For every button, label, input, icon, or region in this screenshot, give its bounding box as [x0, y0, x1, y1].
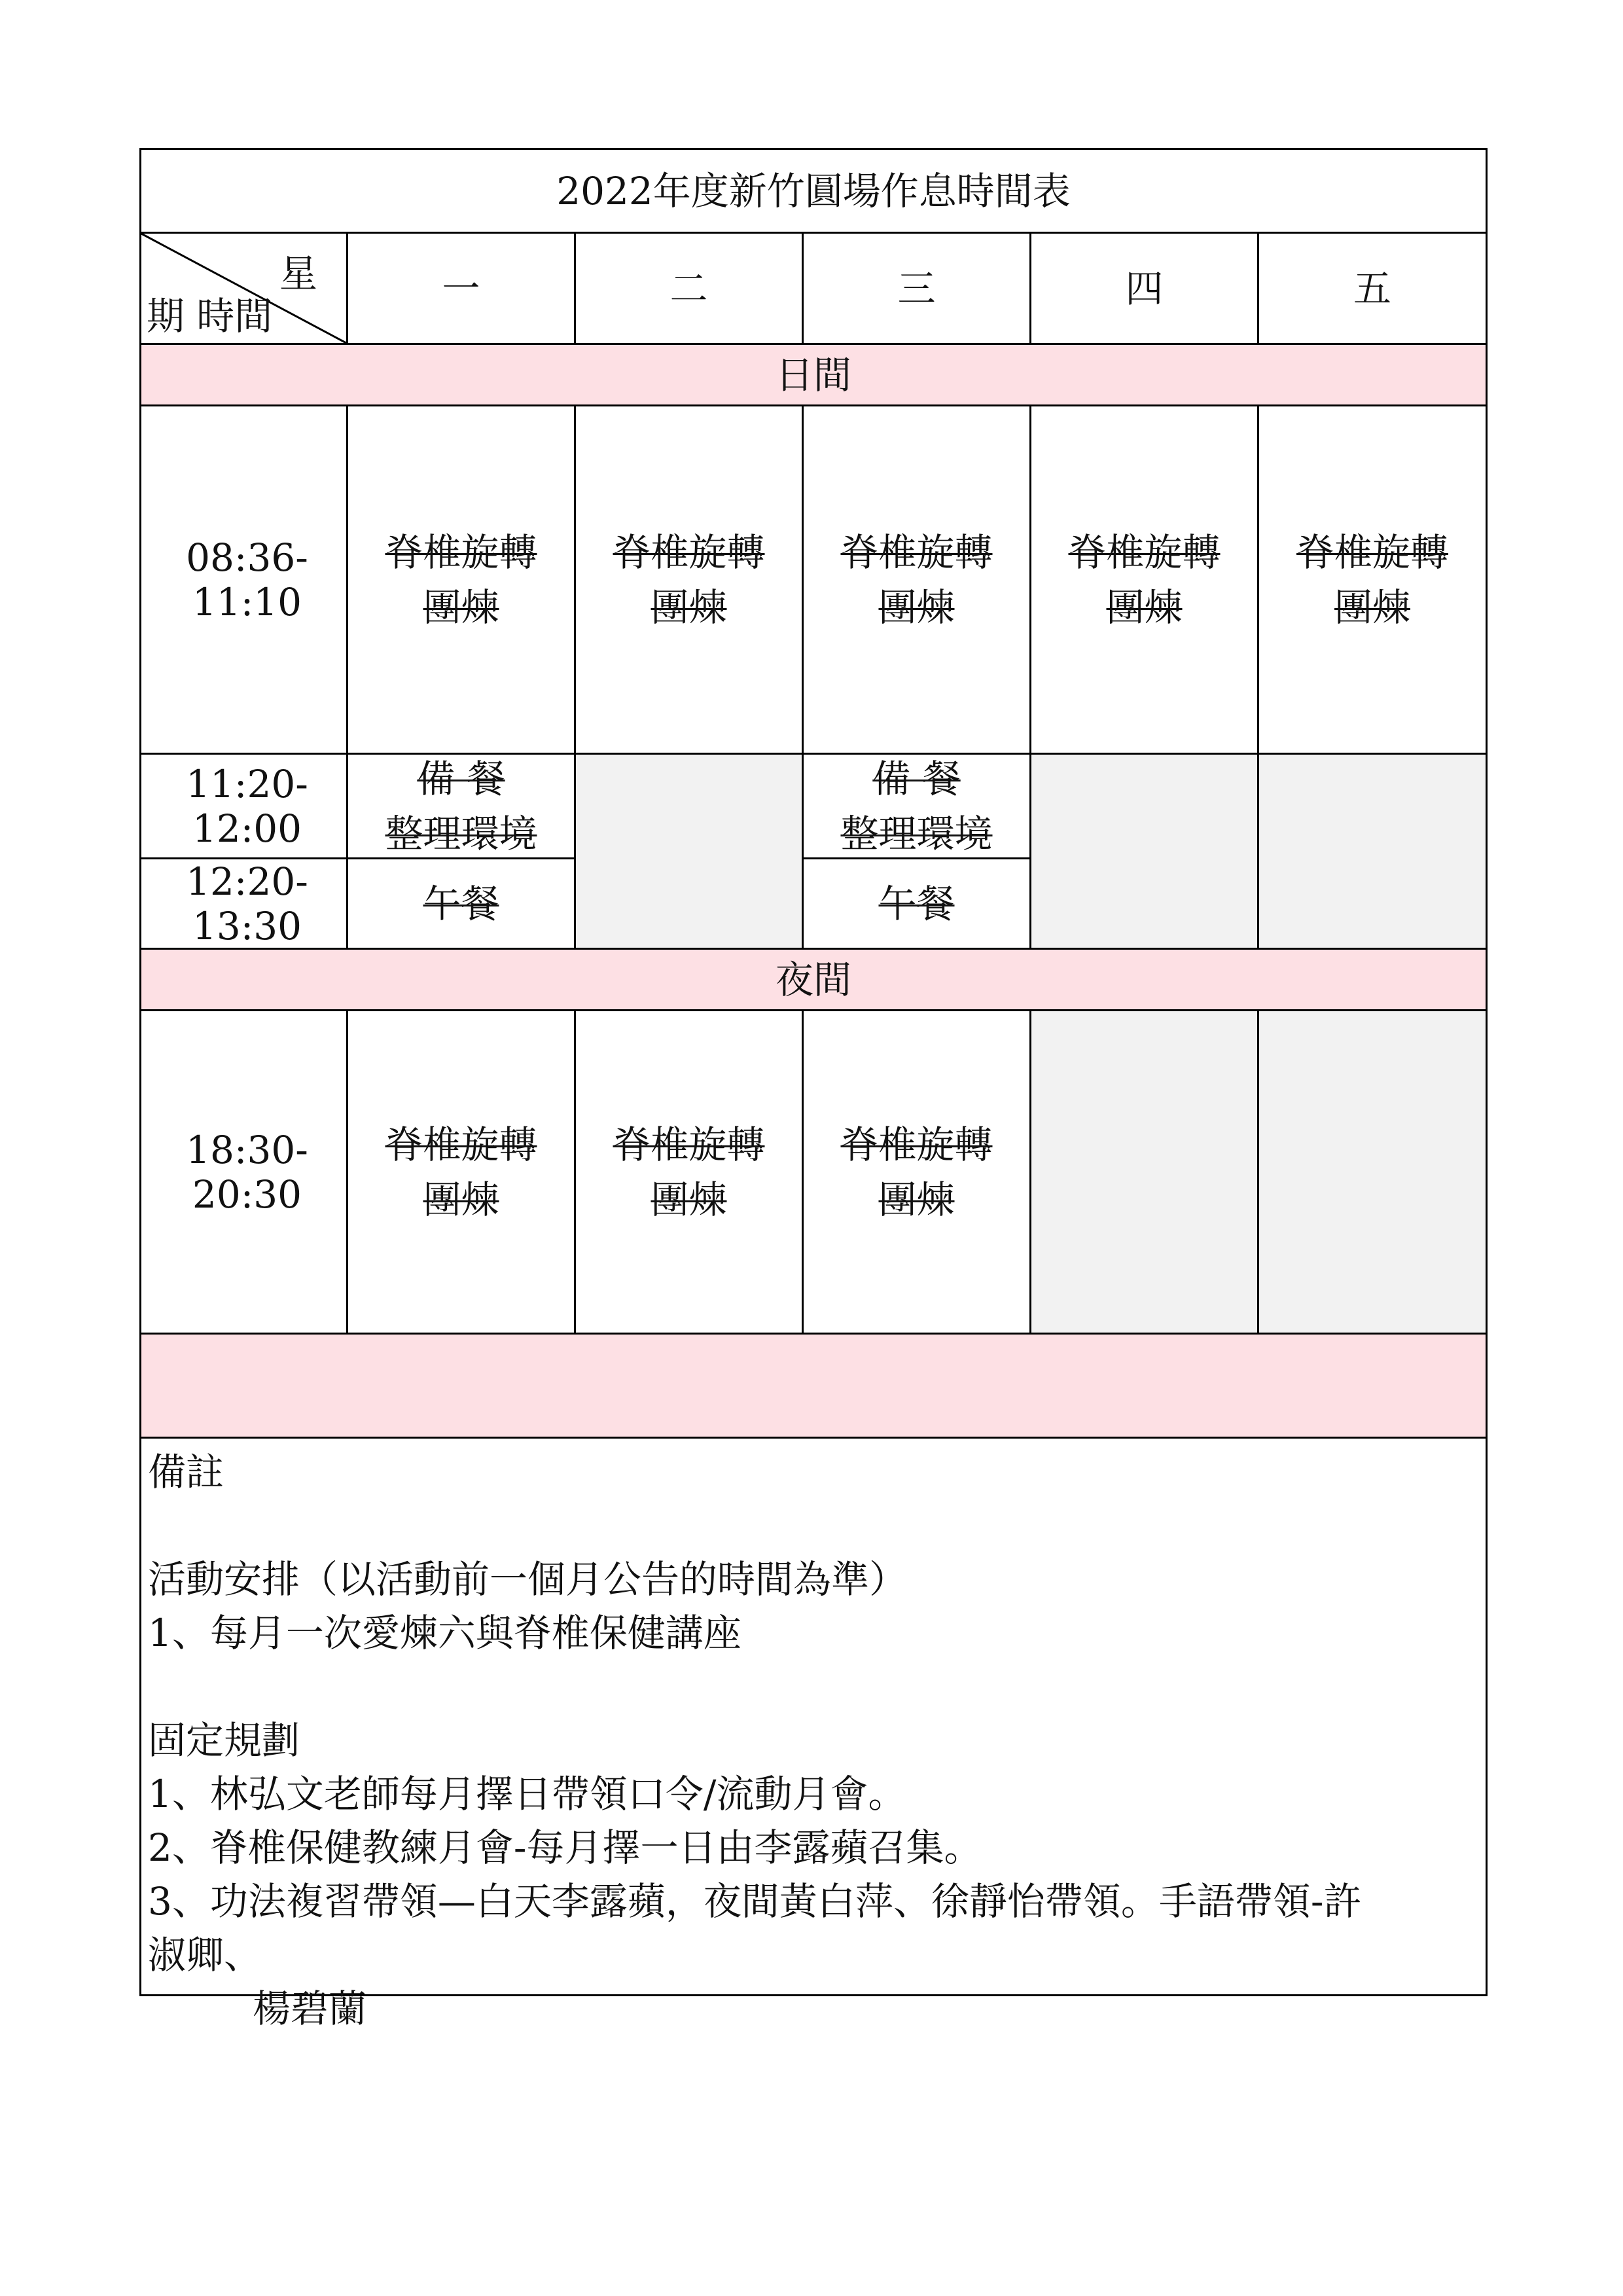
- time-morning: 08:36-11:10: [141, 406, 348, 755]
- section-night: 夜間: [141, 950, 1486, 1011]
- activity-line: 脊椎旋轉: [385, 1122, 537, 1167]
- day-header-5: 五: [1259, 234, 1486, 345]
- corner-label-time: 期 時間: [147, 294, 273, 338]
- notes-section: [141, 1439, 1486, 2031]
- fri-morning: [1259, 406, 1486, 755]
- mon-evening: [348, 1011, 576, 1335]
- section-day: 日間: [141, 345, 1486, 406]
- tue-morning: [576, 406, 804, 755]
- day-header-4: 四: [1031, 234, 1259, 345]
- activity-line: 整理環境: [840, 811, 993, 856]
- fri-noon-empty: [1259, 755, 1486, 950]
- blank-band: [141, 1335, 1486, 1439]
- thu-morning: [1031, 406, 1259, 755]
- table-title: 2022年度新竹圓場作息時間表: [141, 150, 1486, 234]
- tue-noon-empty: [576, 755, 804, 950]
- activity-line: 整理環境: [385, 811, 537, 856]
- activity-line: 團煉: [651, 584, 727, 630]
- plan-item-1: 1、林弘文老師每月擇日帶領口令/流動月會。: [148, 1772, 906, 1816]
- activity-line: 午餐: [423, 881, 499, 926]
- activity-line: 團煉: [1334, 584, 1410, 630]
- mon-prep: [348, 755, 576, 859]
- activity-line: 脊椎旋轉: [613, 529, 765, 575]
- day-header-3: 三: [804, 234, 1031, 345]
- activity-line: 團煉: [651, 1177, 727, 1222]
- tue-evening: [576, 1011, 804, 1335]
- wed-prep: [804, 755, 1031, 859]
- mon-morning: [348, 406, 576, 755]
- time-evening: 18:30-20:30: [141, 1011, 348, 1335]
- thu-noon-empty: [1031, 755, 1259, 950]
- activity-line: 午餐: [878, 881, 955, 926]
- activity-line: 團煉: [423, 1177, 499, 1222]
- activity-line: 團煉: [1106, 584, 1183, 630]
- time-lunch: 12:20-13:30: [141, 859, 348, 950]
- plan-item-cut: 楊碧蘭: [253, 1986, 367, 2031]
- activity-line: 脊椎旋轉: [613, 1122, 765, 1167]
- wed-morning: [804, 406, 1031, 755]
- activity-line: 備 餐: [872, 756, 961, 801]
- corner-label-weekday: 星: [279, 251, 317, 296]
- plan-item-3-cont: 淑卿、: [148, 1933, 262, 1977]
- activity-line: 團煉: [878, 1177, 955, 1222]
- day-header-2: 二: [576, 234, 804, 345]
- corner-header: [141, 234, 348, 345]
- arrange-item-1: 1、每月一次愛煉六與脊椎保健講座: [148, 1611, 741, 1655]
- activity-line: 脊椎旋轉: [840, 1122, 993, 1167]
- notes-heading: 備註: [148, 1450, 224, 1494]
- plan-title: 固定規劃: [148, 1718, 300, 1763]
- thu-evening-empty: [1031, 1011, 1259, 1335]
- mon-lunch: [348, 859, 576, 950]
- activity-line: 脊椎旋轉: [840, 529, 993, 575]
- arrange-title: 活動安排（以活動前一個月公告的時間為準）: [148, 1557, 908, 1602]
- activity-line: 團煉: [878, 584, 955, 630]
- day-header-1: 一: [348, 234, 576, 345]
- wed-lunch: [804, 859, 1031, 950]
- activity-line: 團煉: [423, 584, 499, 630]
- activity-line: 脊椎旋轉: [1296, 529, 1448, 575]
- activity-line: 脊椎旋轉: [385, 529, 537, 575]
- activity-line: 備 餐: [417, 756, 505, 801]
- plan-item-2: 2、脊椎保健教練月會-每月擇一日由李露蘋召集。: [148, 1825, 982, 1870]
- activity-line: 脊椎旋轉: [1068, 529, 1221, 575]
- wed-evening: [804, 1011, 1031, 1335]
- fri-evening-empty: [1259, 1011, 1486, 1335]
- schedule-table: [139, 148, 1488, 2031]
- time-prep: 11:20-12:00: [141, 755, 348, 859]
- plan-item-3: 3、功法複習帶領—白天李露蘋，夜間黃白萍、徐靜怡帶領。手語帶領-許: [148, 1879, 1362, 1924]
